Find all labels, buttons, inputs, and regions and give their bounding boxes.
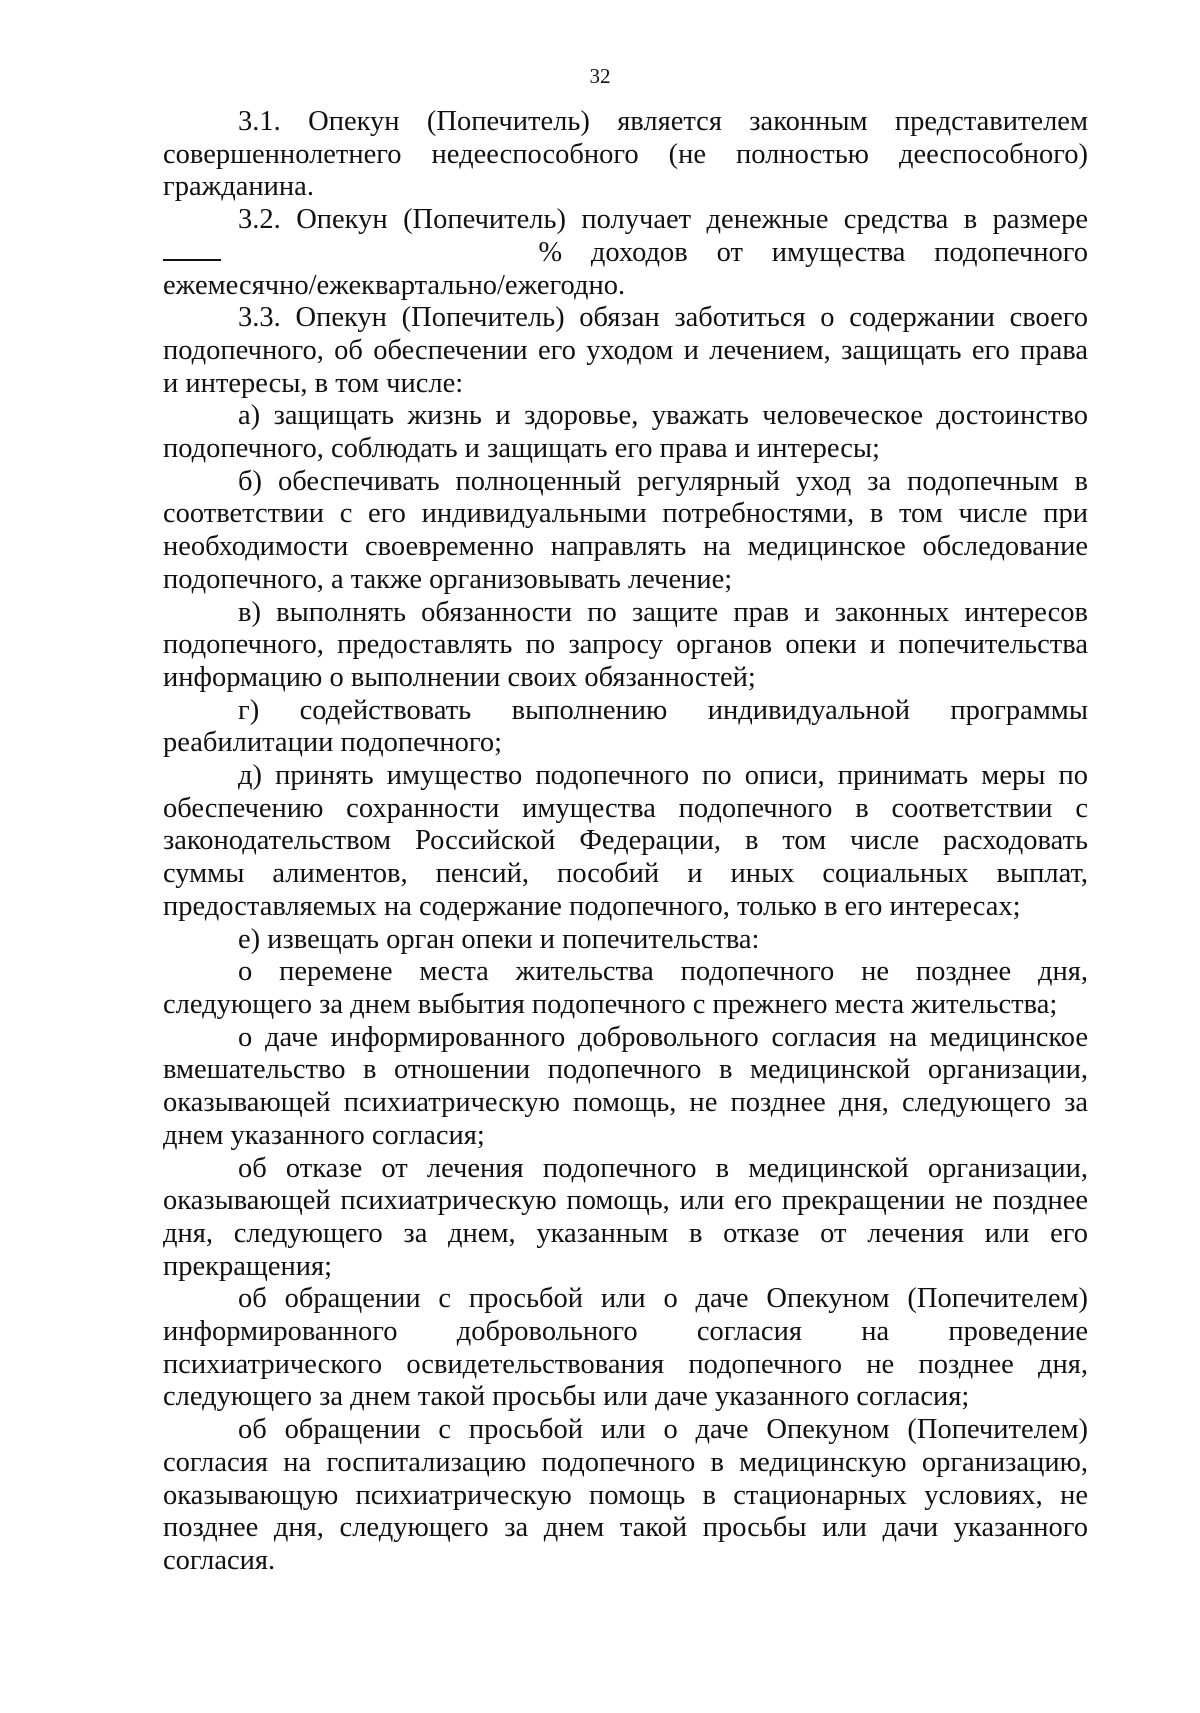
text-line: следующего за днем выбытия подопечного с прежнего места жительства; xyxy=(163,988,1058,1020)
text-line: прекращения; xyxy=(163,1250,333,1282)
text-line: 3.2. Опекун (Попечитель) получает денежные средства в размере xyxy=(238,204,1088,236)
text-line: а) защищать жизнь и здоровье, уважать человеческое достоинство xyxy=(238,400,1088,432)
text-line: 3.3. Опекун (Попечитель) обязан заботиться о содержании своего xyxy=(238,302,1088,334)
paragraph-3-1 xyxy=(163,106,1088,204)
document-body xyxy=(163,106,1088,1578)
text-line: подопечного, соблюдать и защищать его права и интересы; xyxy=(163,433,880,465)
page-number: 32 xyxy=(589,64,611,88)
paragraph-b xyxy=(163,466,1088,597)
paragraph-e xyxy=(163,924,1088,957)
text-line: 3.1. Опекун (Попечитель) является законным представителем xyxy=(238,106,1088,137)
text-line: об обращении с просьбой или о даче Опекуном (Попечителем) xyxy=(238,1283,1088,1315)
paragraph-g xyxy=(163,695,1088,760)
paragraph-3-2 xyxy=(163,204,1088,302)
text-line: дня, следующего за днем, указанным в отказе от лечения или его xyxy=(163,1217,1088,1249)
text-line: необходимости своевременно направлять на медицинское обследование xyxy=(163,531,1088,563)
text-line: согласия. xyxy=(163,1544,276,1576)
text-line: д) принять имущество подопечного по описи, принимать меры по xyxy=(238,760,1088,792)
text-line: об обращении с просьбой или о даче Опекуном (Попечителем) xyxy=(238,1414,1088,1446)
text-line: оказывающей психиатрическую помощь, или его прекращении не позднее xyxy=(163,1185,1088,1217)
text-line-with-blank xyxy=(163,237,1088,270)
text-line: подопечного, предоставлять по запросу органов опеки и попечительства xyxy=(163,629,1088,661)
text-line: информацию о выполнении своих обязанностей; xyxy=(163,661,756,693)
text-line: подопечного, а также организовывать лечение; xyxy=(163,563,733,595)
text-line: о даче информированного добровольного согласия на медицинское xyxy=(238,1021,1088,1053)
text-line: и интересы, в том числе: xyxy=(163,367,464,399)
text-line: гражданина. xyxy=(163,171,314,203)
text-line: обеспечению сохранности имущества подопечного в соответствии с xyxy=(163,792,1088,824)
text-line: согласия на госпитализацию подопечного в медицинскую организацию, xyxy=(163,1446,1088,1478)
text-line: об отказе от лечения подопечного в медицинской организации, xyxy=(238,1152,1088,1184)
text-fragment: % доходов от имущества подопечного xyxy=(538,236,1088,268)
paragraph-a xyxy=(163,400,1088,465)
text-line: г) содействовать выполнению индивидуальной программы xyxy=(238,694,1088,726)
text-line: вмешательство в отношении подопечного в медицинской организации, xyxy=(163,1054,1088,1086)
text-line: оказывающую психиатрическую помощь в стационарных условиях, не xyxy=(163,1479,1088,1511)
text-line: суммы алиментов, пенсий, пособий и иных социальных выплат, xyxy=(163,858,1088,890)
text-line: подопечного, об обеспечении его уходом и лечением, защищать его права xyxy=(163,334,1088,366)
paragraph-e-2 xyxy=(163,1022,1088,1153)
text-line: совершеннолетнего недееспособного (не полностью дееспособного) xyxy=(163,138,1088,170)
text-line: реабилитации подопечного; xyxy=(163,727,503,759)
paragraph-e-4 xyxy=(163,1283,1088,1414)
text-line: о перемене места жительства подопечного не позднее дня, xyxy=(238,956,1088,988)
fill-in-blank xyxy=(163,239,221,261)
text-line: ежемесячно/ежеквартально/ежегодно. xyxy=(163,269,626,301)
text-line: днем указанного согласия; xyxy=(163,1119,485,1151)
paragraph-v xyxy=(163,597,1088,695)
paragraph-d xyxy=(163,760,1088,924)
text-line: б) обеспечивать полноценный регулярный уход за подопечным в xyxy=(238,465,1088,497)
text-line: соответствии с его индивидуальными потребностями, в том числе при xyxy=(163,498,1088,530)
text-line: предоставляемых на содержание подопечного, только в его интересах; xyxy=(163,890,1021,922)
paragraph-3-3 xyxy=(163,302,1088,400)
text-line: следующего за днем такой просьбы или даче указанного согласия; xyxy=(163,1381,970,1413)
paragraph-e-3 xyxy=(163,1153,1088,1284)
paragraph-e-1 xyxy=(163,956,1088,1021)
paragraph-e-5 xyxy=(163,1414,1088,1578)
text-line: в) выполнять обязанности по защите прав и законных интересов xyxy=(238,596,1088,628)
text-line: психиатрического освидетельствования подопечного не позднее дня, xyxy=(163,1348,1088,1380)
text-line: позднее дня, следующего за днем такой просьбы или дачи указанного xyxy=(163,1512,1088,1544)
text-line: законодательством Российской Федерации, в том числе расходовать xyxy=(163,825,1088,857)
text-line: информированного добровольного согласия на проведение xyxy=(163,1316,1088,1348)
text-line: оказывающей психиатрическую помощь, не позднее дня, следующего за xyxy=(163,1087,1088,1119)
text-line: е) извещать орган опеки и попечительства: xyxy=(238,923,760,955)
